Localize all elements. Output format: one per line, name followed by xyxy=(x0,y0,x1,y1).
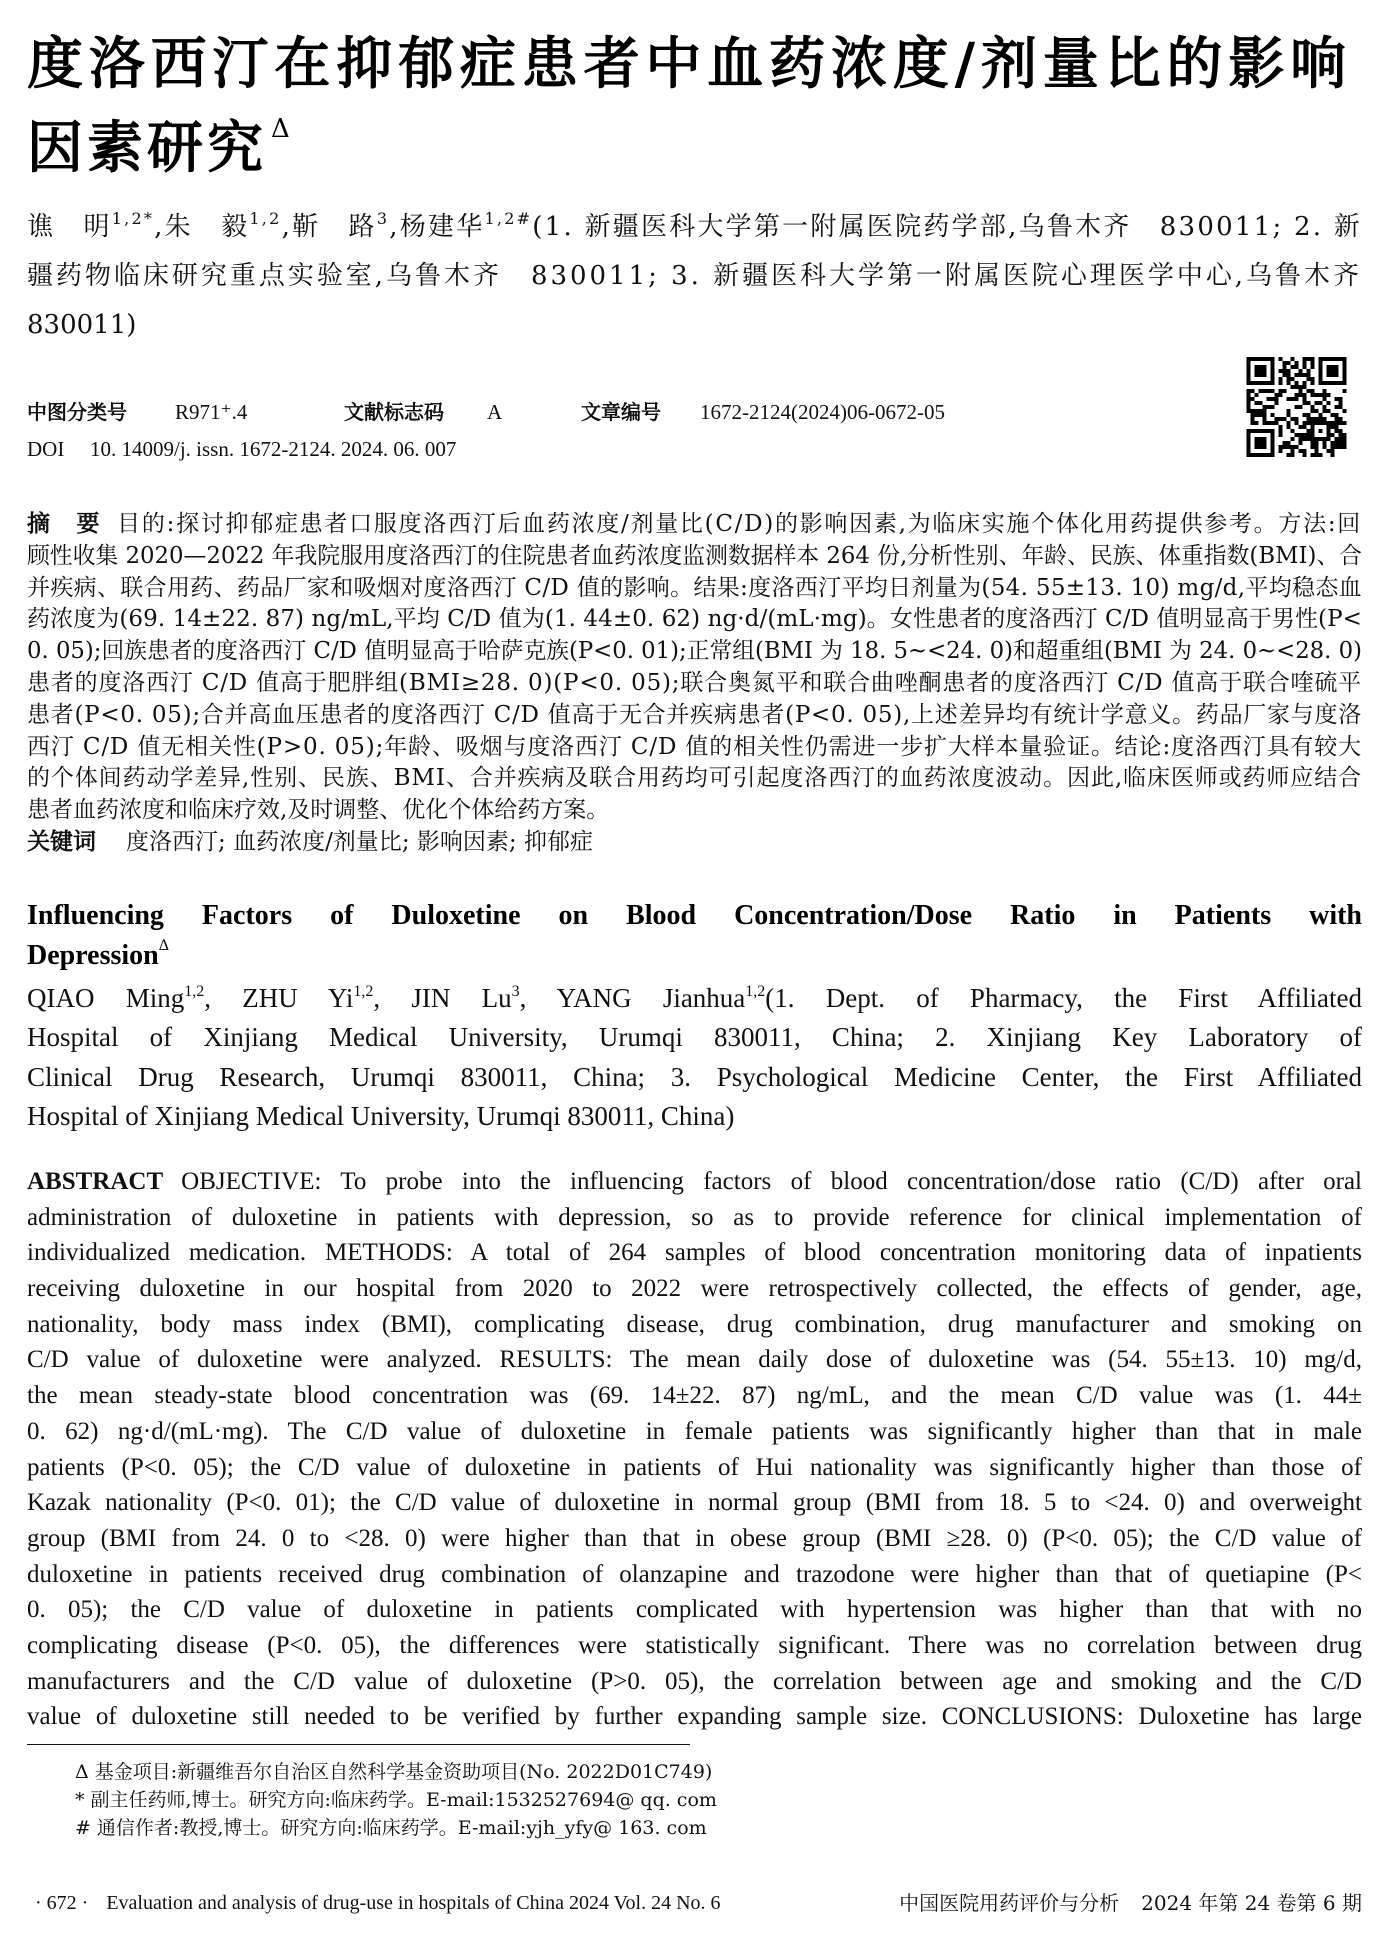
author-separator: , xyxy=(154,212,165,242)
abstract-en-text: individualized medication. METHODS: A total of 264 samples of blood concentration monitoring data of inpatients xyxy=(27,1239,1362,1267)
title-cn-line xyxy=(27,106,1352,190)
document-code-value: A xyxy=(487,400,503,424)
affiliation-text: Clinical Drug Research, Urumqi 830011, China; 3. Psychological Medicine Center, the First Affiliated xyxy=(27,1061,1362,1092)
keyword-separator: ; xyxy=(508,828,524,855)
affiliation-text: Hospital of Xinjiang Medical University, Urumqi 830011, China) xyxy=(27,1100,735,1131)
abstract-en-line-content xyxy=(27,1628,1362,1664)
title-en xyxy=(27,896,1362,976)
keyword: 血药浓度/剂量比 xyxy=(233,828,402,855)
abstract-cn-text: 并疾病、联合用药、药品厂家和吸烟对度洛西汀 C/D 值的影响。结果:度洛西汀平均日剂量为(54. 55±13. 10) mg/d,平均稳态血 xyxy=(27,574,1362,601)
author-name: JIN Lu xyxy=(411,983,512,1013)
abstract-en-line-content xyxy=(27,1378,1362,1414)
abstract-cn-line xyxy=(27,573,1362,605)
footnote-funding xyxy=(75,1758,1275,1786)
fund-mark: Δ xyxy=(271,114,294,144)
abstract-cn-line-content xyxy=(27,541,1362,573)
title-cn-text: 因素研究 xyxy=(27,115,267,181)
abstract-cn-text: 顾性收集 2020—2022 年我院服用度洛西汀的住院患者血药浓度监测数据样本 264 份,分析性别、年龄、民族、体重指数(BMI)、合 xyxy=(27,542,1362,569)
abstract-en-text: 0. 05); the C/D value of duloxetine in patients complicated with hypertension was higher than that with no xyxy=(27,1596,1362,1624)
keywords-line xyxy=(27,827,1362,859)
abstract-en-line-content xyxy=(27,1200,1362,1236)
article-number-label: 文章编号 xyxy=(581,400,661,424)
author-name: 朱 毅 xyxy=(164,212,250,242)
abstract-cn-text: 目的:探讨抑郁症患者口服度洛西汀后血药浓度/剂量比(C/D)的影响因素,为临床实施个体化用药提供参考。方法:回 xyxy=(117,511,1363,537)
title-en-line-content xyxy=(27,936,169,976)
abstract-en-line-content xyxy=(27,1485,1362,1521)
page-footer xyxy=(0,1890,1375,1916)
abstract-en-line xyxy=(27,1342,1362,1378)
abstract-en-line xyxy=(27,1378,1362,1414)
abstract-en-line-content xyxy=(27,1164,1362,1200)
abstract-en-line xyxy=(27,1628,1362,1664)
keyword-separator: ; xyxy=(401,828,417,855)
authors-en-line xyxy=(27,1058,1362,1097)
abstract-en-line xyxy=(27,1200,1362,1236)
abstract-en-line xyxy=(27,1235,1362,1271)
abstract-en-line-content xyxy=(27,1664,1362,1700)
abstract-en-line-content xyxy=(27,1271,1362,1307)
keyword: 抑郁症 xyxy=(523,828,593,855)
abstract-cn-line xyxy=(27,795,1362,827)
abstract-cn xyxy=(27,509,1362,859)
abstract-en-text: administration of duloxetine in patients with depression, so as to provide reference for clinical implementation of xyxy=(27,1203,1362,1231)
authors-cn-line xyxy=(27,301,1362,350)
abstract-cn-line-content xyxy=(27,509,1362,541)
footnote-mark: * xyxy=(75,1789,85,1811)
abstract-en-text: manufacturers and the C/D value of duloxetine (P>0. 05), the correlation between age and smoking and the C/D xyxy=(27,1667,1362,1695)
doi-label: DOI xyxy=(27,437,65,461)
authors-en-line xyxy=(27,979,1362,1018)
abstract-en-text: the mean steady-state blood concentration was (69. 14±22. 87) ng/mL, and the mean C/D value was (1. 44± xyxy=(27,1382,1362,1410)
abstract-cn-line xyxy=(27,700,1362,732)
title-cn-text: 度洛西汀在抑郁症患者中血药浓度/剂量比的影响 xyxy=(27,31,1352,97)
affiliation-text: 830011) xyxy=(27,310,137,340)
abstract-cn-text: 患者血药浓度和临床疗效,及时调整、优化个体给药方案。 xyxy=(27,797,610,824)
author-name: 靳 路 xyxy=(292,212,377,242)
abstract-cn-line-content xyxy=(27,604,1362,636)
author-name: YANG Jianhua xyxy=(556,983,746,1013)
abstract-cn-line-content xyxy=(27,763,1362,795)
authors-en-line-content xyxy=(27,979,1362,1018)
abstract-en-line-content xyxy=(27,1307,1362,1343)
author-affiliation-mark: 1,2 xyxy=(745,983,766,1000)
abstract-en-line xyxy=(27,1557,1362,1593)
abstract-en-text: receiving duloxetine in our hospital from 2020 to 2022 were retrospectively collected, the effects of gender, age, xyxy=(27,1275,1362,1303)
author-separator: , xyxy=(204,983,243,1013)
doi-value: 10. 14009/j. issn. 1672-2124. 2024. 06. 007 xyxy=(90,437,457,461)
keyword: 度洛西汀 xyxy=(126,828,218,855)
journal-name-cn: 中国医院用药评价与分析 xyxy=(899,1891,1120,1915)
abstract-en-line xyxy=(27,1521,1362,1557)
clc-value: R971⁺.4 xyxy=(175,400,248,424)
keyword-separator: ; xyxy=(218,828,234,855)
article-meta-row xyxy=(0,399,1375,425)
article-number-value: 1672-2124(2024)06-0672-05 xyxy=(700,400,945,424)
authors-cn xyxy=(27,203,1362,350)
abstract-en-text: complicating disease (P<0. 05), the differences were statistically significant. There was no correlation between drug xyxy=(27,1631,1362,1659)
abstract-cn-text: 西汀 C/D 值无相关性(P>0. 05);年龄、吸烟与度洛西汀 C/D 值的相关性仍需进一步扩大样本量验证。结论:度洛西汀具有较大 xyxy=(27,733,1362,760)
author-affiliation-mark: 1,2* xyxy=(111,209,155,228)
authors-en-line xyxy=(27,1097,1362,1136)
affiliation-text: 疆药物临床研究重点实验室,乌鲁木齐 830011; 3. 新疆医科大学第一附属医院心理医学中心,乌鲁木齐 xyxy=(27,261,1362,291)
footnote-mark: # xyxy=(75,1817,91,1839)
abstract-cn-line xyxy=(27,636,1362,668)
abstract-en-line-content xyxy=(27,1592,1362,1628)
issue-info-cn: 2024 年第 24 卷第 6 期 xyxy=(1141,1891,1362,1915)
abstract-en-line xyxy=(27,1307,1362,1343)
abstract-en-label: ABSTRACT xyxy=(27,1168,164,1195)
abstract-cn-text: 0. 05);回族患者的度洛西汀 C/D 值明显高于哈萨克族(P<0. 01);正常组(BMI 为 18. 5~<24. 0)和超重组(BMI 为 24. 0~<28. 0) xyxy=(27,638,1362,665)
author-affiliation-mark: 1,2 xyxy=(353,983,374,1000)
author-affiliation-mark: 3 xyxy=(511,983,520,1000)
abstract-en-line-content xyxy=(27,1342,1362,1378)
authors-cn-line xyxy=(27,252,1362,301)
abstract-en-line-content xyxy=(27,1414,1362,1450)
abstract-en-line xyxy=(27,1271,1362,1307)
doi-row xyxy=(0,436,1375,462)
document-code-label: 文献标志码 xyxy=(344,400,444,424)
keywords-label: 关键词 xyxy=(27,828,96,855)
authors-cn-line-content xyxy=(27,203,1362,252)
abstract-cn-line xyxy=(27,541,1362,573)
abstract-cn-line xyxy=(27,604,1362,636)
title-en-line xyxy=(27,936,1362,976)
title-cn-line-content xyxy=(27,22,1352,106)
abstract-en-text: Kazak nationality (P<0. 01); the C/D value of duloxetine in normal group (BMI from 18. 5 to <24. 0) and overweight xyxy=(27,1489,1362,1517)
author-separator: , xyxy=(389,212,400,242)
title-cn-line-content xyxy=(27,106,294,190)
footnote-text: 副主任药师,博士。研究方向:临床药学。E-mail:1532527694@ qq. com xyxy=(90,1789,717,1811)
affiliation-text: (1. 新疆医科大学第一附属医院药学部,乌鲁木齐 830011; 2. 新 xyxy=(532,212,1363,242)
abstract-en-text: group (BMI from 24. 0 to <28. 0) were higher than that in obese group (BMI ≥28. 0) (P<0. 05); the C/D value of xyxy=(27,1524,1362,1552)
authors-en xyxy=(27,979,1362,1136)
abstract-en-line xyxy=(27,1414,1362,1450)
author-separator: , xyxy=(373,983,412,1013)
author-separator: , xyxy=(281,212,293,242)
abstract-en-line-content xyxy=(27,1557,1362,1593)
abstract-cn-line-content xyxy=(27,573,1362,605)
title-cn xyxy=(27,22,1352,190)
abstract-en-line xyxy=(27,1164,1362,1200)
affiliation-text: Hospital of Xinjiang Medical University, Urumqi 830011, China; 2. Xinjiang Key Laboratory of xyxy=(27,1022,1362,1053)
authors-cn-line-content xyxy=(27,301,136,350)
keyword: 影响因素 xyxy=(416,828,509,855)
fund-mark: Δ xyxy=(158,937,170,954)
authors-cn-line xyxy=(27,203,1362,252)
abstract-cn-line-content xyxy=(27,732,1362,764)
abstract-cn-line xyxy=(27,668,1362,700)
author-name: 谯 明 xyxy=(27,212,112,242)
abstract-en-line xyxy=(27,1485,1362,1521)
author-name: 杨建华 xyxy=(399,212,485,242)
keywords-content xyxy=(27,827,593,859)
author-affiliation-mark: 3 xyxy=(376,209,390,228)
authors-en-line-content xyxy=(27,1097,734,1136)
journal-name-en: Evaluation and analysis of drug-use in hospitals of China 2024 Vol. 24 No. 6 xyxy=(106,1892,721,1914)
title-en-text: Depression xyxy=(27,940,159,971)
abstract-en-text: C/D value of duloxetine were analyzed. RESULTS: The mean daily dose of duloxetine was (54. 55±13. 10) mg/d, xyxy=(27,1346,1362,1374)
page-number: · 672 · xyxy=(35,1892,89,1914)
abstract-en-line xyxy=(27,1699,1362,1735)
abstract-en-text: value of duloxetine still needed to be verified by further expanding sample size. CONCLUSIONS: Duloxetine has large xyxy=(27,1703,1362,1731)
author-affiliation-mark: 1,2 xyxy=(184,983,205,1000)
abstract-cn-line-content xyxy=(27,795,609,827)
abstract-en-line-content xyxy=(27,1450,1362,1486)
footnote-text: 基金项目:新疆维吾尔自治区自然科学基金资助项目(No. 2022D01C749) xyxy=(94,1761,713,1783)
affiliation-text: (1. Dept. of Pharmacy, the First Affiliated xyxy=(765,983,1363,1013)
author-affiliation-mark: 1,2# xyxy=(484,209,533,228)
abstract-en-text: nationality, body mass index (BMI), complicating disease, drug combination, drug manufacturer and smoking on xyxy=(27,1310,1362,1338)
abstract-en-text: OBJECTIVE: To probe into the influencing factors of blood concentration/dose ratio (C/D) after oral xyxy=(181,1168,1362,1195)
abstract-en-text: duloxetine in patients received drug combination of olanzapine and trazodone were higher than that of quetiapine (P< xyxy=(27,1560,1362,1588)
abstract-cn-text: 患者(P<0. 05);合并高血压患者的度洛西汀 C/D 值高于无合并疾病患者(P<0. 05),上述差异均有统计学意义。药品厂家与度洛 xyxy=(27,701,1362,728)
clc-label: 中图分类号 xyxy=(27,400,127,424)
abstract-en-text: patients (P<0. 05); the C/D value of duloxetine in patients of Hui nationality was significantly higher than those of xyxy=(27,1453,1362,1481)
authors-cn-line-content xyxy=(27,252,1362,301)
abstract-en-line-content xyxy=(27,1235,1362,1271)
footnotes xyxy=(75,1758,1275,1842)
abstract-cn-text: 患者的度洛西汀 C/D 值高于肥胖组(BMI≥28. 0)(P<0. 05);联合奥氮平和联合曲唑酮患者的度洛西汀 C/D 值高于联合喹硫平 xyxy=(27,669,1362,696)
abstract-cn-line-content xyxy=(27,668,1362,700)
abstract-en-line xyxy=(27,1592,1362,1628)
abstract-en-text: 0. 62) ng·d/(mL·mg). The C/D value of duloxetine in female patients was significantly higher than that in male xyxy=(27,1417,1362,1445)
abstract-cn-line xyxy=(27,732,1362,764)
author-name: ZHU Yi xyxy=(242,983,354,1013)
abstract-cn-text: 的个体间药动学差异,性别、民族、BMI、合并疾病及联合用药均可引起度洛西汀的血药浓度波动。因此,临床医师或药师应结合 xyxy=(27,765,1362,792)
authors-en-line-content xyxy=(27,1058,1362,1097)
abstract-en xyxy=(27,1164,1362,1735)
abstract-cn-line xyxy=(27,763,1362,795)
footer-left xyxy=(35,1890,721,1916)
footnote-corresponding-author xyxy=(75,1814,1275,1842)
abstract-en-line-content xyxy=(27,1521,1362,1557)
title-en-line xyxy=(27,896,1362,936)
abstract-en-line xyxy=(27,1450,1362,1486)
title-en-line-content xyxy=(27,896,1362,936)
authors-en-line xyxy=(27,1018,1362,1057)
footnote-first-author xyxy=(75,1786,1275,1814)
qr-code xyxy=(1245,357,1348,457)
title-en-text: Influencing Factors of Duloxetine on Blood Concentration/Dose Ratio in Patients with xyxy=(27,900,1362,931)
abstract-cn-line-content xyxy=(27,636,1362,668)
footer-right xyxy=(899,1890,1362,1916)
abstract-en-line xyxy=(27,1664,1362,1700)
footnote-divider xyxy=(27,1744,690,1745)
abstract-cn-label: 摘 要 xyxy=(27,511,102,537)
authors-en-line-content xyxy=(27,1018,1362,1057)
author-separator: , xyxy=(519,983,557,1013)
abstract-cn-line-content xyxy=(27,700,1362,732)
abstract-en-line-content xyxy=(27,1699,1362,1735)
abstract-cn-text: 药浓度为(69. 14±22. 87) ng/mL,平均 C/D 值为(1. 44±0. 62) ng·d/(mL·mg)。女性患者的度洛西汀 C/D 值明显高于男性(P< xyxy=(27,606,1362,633)
title-cn-line xyxy=(27,22,1352,106)
author-name: QIAO Ming xyxy=(27,983,185,1013)
author-affiliation-mark: 1,2 xyxy=(249,209,282,228)
footnote-mark: Δ xyxy=(75,1761,89,1783)
footnote-text: 通信作者:教授,博士。研究方向:临床药学。E-mail:yjh_yfy@ 163. com xyxy=(96,1817,707,1839)
abstract-cn-line xyxy=(27,509,1362,541)
